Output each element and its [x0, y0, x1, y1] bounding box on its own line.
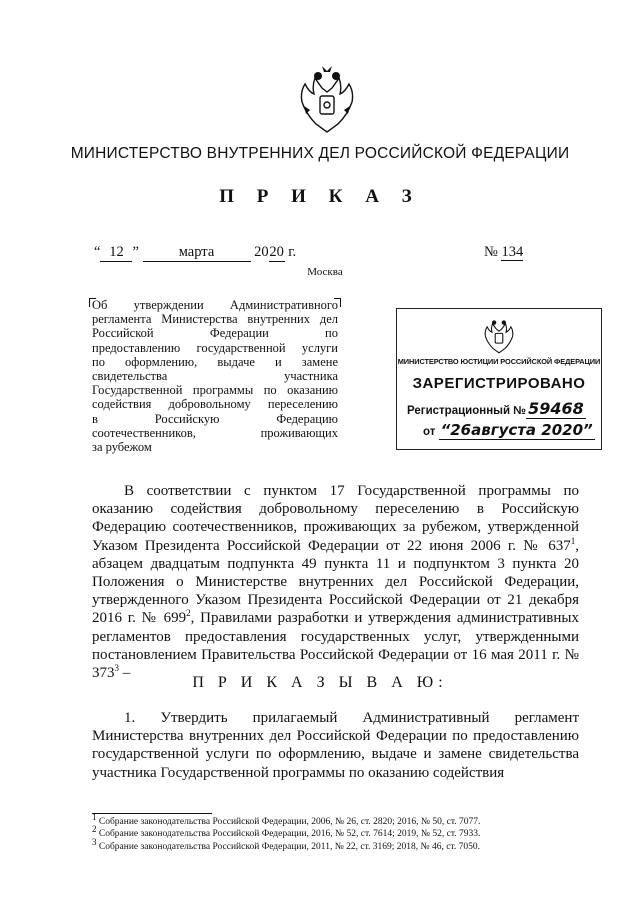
subject-line: в Российскую Федерацию	[92, 411, 338, 426]
order-date	[94, 244, 296, 262]
order-subject	[92, 298, 338, 454]
footnote-ref: 3	[114, 663, 119, 674]
city: Москва	[307, 266, 343, 278]
preamble-text: , Правилами разработки и утверждения административных регламентов предоставления государственных услуг, утвержденными постановлением Правительства Российской Федерации от 16 мая 2011 г. № 373	[92, 610, 579, 682]
footnote-mark: 2	[92, 824, 97, 835]
stamp-registered: ЗАРЕГИСТРИРОВАНО	[412, 375, 586, 392]
date-quote-open: “	[94, 244, 101, 260]
subject-line: регламента Министерства внутренних дел	[92, 312, 338, 327]
subject-line: Российской Федерации по	[92, 326, 338, 341]
registration-stamp	[396, 308, 602, 450]
footnote-mark: 3	[92, 836, 97, 847]
subject-line: Государственной программы по оказанию	[92, 383, 338, 398]
ministry-title: МИНИСТЕРСТВО ВНУТРЕННИХ ДЕЛ РОССИЙСКОЙ ФЕДЕРАЦИИ	[70, 145, 570, 162]
footnote	[92, 824, 562, 840]
date-month: марта	[143, 244, 251, 262]
subject-line: за рубежом	[92, 440, 152, 455]
date-day: 12	[100, 244, 132, 262]
preamble-text: –	[119, 665, 131, 682]
order-number	[484, 244, 523, 261]
subject-line: Об утверждении Административного	[92, 298, 338, 312]
preamble-text: , абзацем двадцатым подпункта 49 пункта 11 и подпунктом 3 пункта 20 Положения о Министерстве внутренних дел Российской Федерации, утвержденного Указом Президента Российской Федерации от 21 декабря 2016 г. № 699	[92, 537, 579, 627]
stamp-emblem-icon	[481, 315, 517, 355]
number-prefix: №	[484, 244, 498, 260]
date-quote-close: ”	[132, 244, 139, 260]
number-value: 134	[501, 244, 524, 260]
footnote-divider	[92, 813, 212, 814]
subject-line: свидетельства участника	[92, 369, 338, 384]
stamp-date-line	[423, 421, 595, 439]
subject-line: содействия добровольному переселению	[92, 397, 338, 412]
footnotes	[92, 811, 562, 853]
subject-line: по оформлению, выдаче и замене	[92, 354, 338, 369]
footnote-ref: 2	[186, 608, 191, 619]
document-type: П Р И К А З	[219, 186, 421, 207]
footnote-mark: 1	[92, 811, 97, 822]
date-year-prefix: 20	[254, 244, 269, 260]
subject-line: предоставлению государственной услуги	[92, 340, 338, 355]
footnote-text: Собрание законодательства Российской Федерации, 2006, № 26, ст. 2820; 2016, № 50, ст. 7077.	[96, 817, 481, 827]
stamp-reg-date: “26августа 2020”	[440, 421, 593, 439]
state-emblem-icon	[296, 62, 358, 136]
date-year-unit: г.	[288, 244, 297, 260]
stamp-reg-label: Регистрационный №	[407, 405, 527, 417]
preamble-paragraph	[92, 482, 579, 682]
footnote	[92, 836, 562, 853]
footnote-text: Собрание законодательства Российской Федерации, 2016, № 52, ст. 7614; 2019, № 52, ст. 7933.	[96, 829, 481, 840]
subject-line: соотечественников, проживающих	[92, 425, 338, 440]
stamp-reg-number-line	[407, 399, 586, 418]
preamble-text: В соответствии с пунктом 17 Государственной программы по оказанию содействия добровольному переселению в Российскую Федерацию соотечественников, проживающих за рубежом, утвержденной Указом Президента Российской Федерации от 22 июня 2006 г. № 637	[92, 483, 579, 554]
footnote-text: Собрание законодательства Российской Федерации, 2011, № 22, ст. 3169; 2018, № 46, ст. 7050.	[96, 841, 481, 852]
date-year-suffix: 20	[269, 244, 284, 260]
order-item-1: 1. Утвердить прилагаемый Административный регламент Министерства внутренних дел Российской Федерации по предоставлению государственной услуги по оформлению, выдаче и замене свидетельства участника Государственной программы по оказанию содействия	[92, 710, 579, 781]
stamp-organization: МИНИСТЕРСТВО ЮСТИЦИИ РОССИЙСКОЙ ФЕДЕРАЦИИ	[397, 357, 601, 366]
order-heading: П Р И К А З Ы В А Ю:	[192, 674, 448, 691]
footnote-ref: 1	[570, 535, 576, 546]
stamp-reg-number: 59468	[528, 399, 584, 418]
stamp-date-prefix: от	[423, 426, 436, 438]
footnote	[92, 811, 562, 828]
